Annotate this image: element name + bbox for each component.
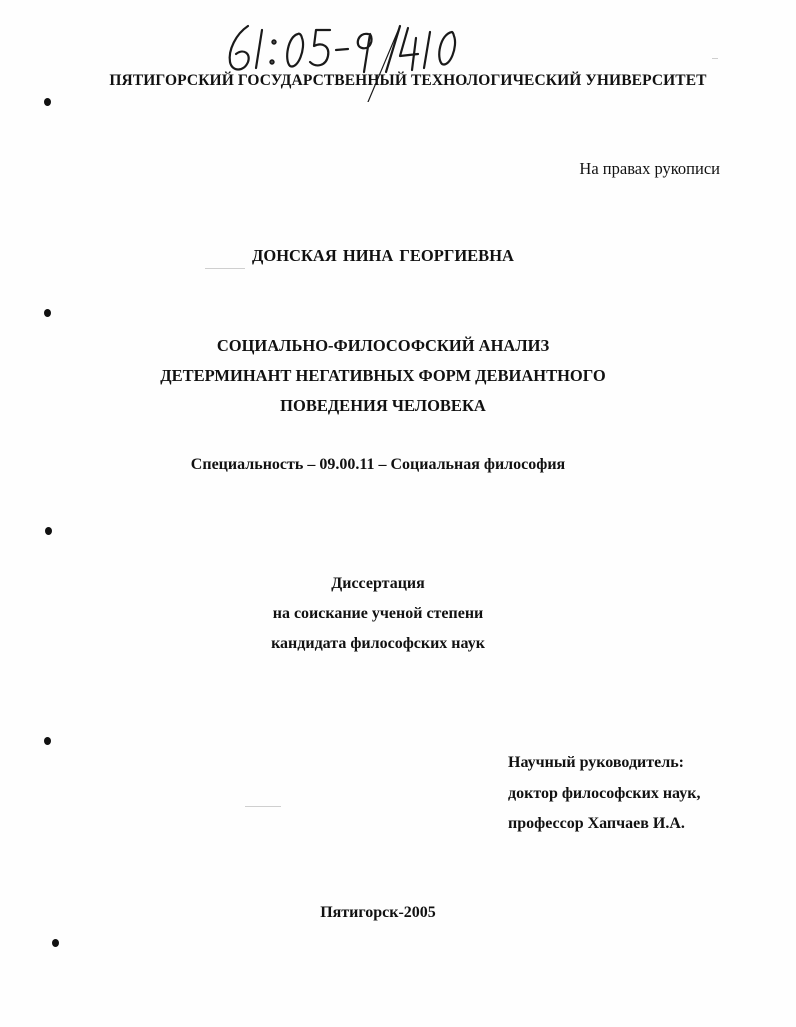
punch-hole-mark xyxy=(45,527,52,535)
supervisor-line: профессор Хапчаев И.А. xyxy=(508,815,685,832)
punch-hole-mark xyxy=(44,309,51,317)
thesis-title-line: ПОВЕДЕНИЯ ЧЕЛОВЕКА xyxy=(280,396,486,415)
supervisor-line: доктор философских наук, xyxy=(508,785,701,802)
manuscript-rights-note: На правах рукописи xyxy=(579,159,720,178)
university-name: ПЯТИГОРСКИЙ ГОСУДАРСТВЕННЫЙ ТЕХНОЛОГИЧЕСКИЙ УНИВЕРСИТЕТ xyxy=(109,72,707,89)
supervisor-line: Научный руководитель: xyxy=(508,754,684,771)
punch-hole-mark xyxy=(44,737,51,745)
punch-hole-mark xyxy=(52,939,59,947)
dissertation-type-line: Диссертация xyxy=(331,575,425,592)
thesis-title-line: СОЦИАЛЬНО-ФИЛОСОФСКИЙ АНАЛИЗ xyxy=(216,336,550,355)
specialty: Специальность – 09.00.11 – Социальная философия xyxy=(190,456,566,473)
author-name: ДОНСКАЯ НИНА ГЕОРГИЕВНА xyxy=(252,246,514,265)
city-year: Пятигорск-2005 xyxy=(320,904,436,921)
thesis-title-line: ДЕТЕРМИНАНТ НЕГАТИВНЫХ ФОРМ ДЕВИАНТНОГО xyxy=(160,366,606,385)
punch-hole-mark xyxy=(44,98,51,106)
scan-speck xyxy=(712,58,718,59)
scan-speck xyxy=(245,806,281,807)
dissertation-type-line: на соискание ученой степени xyxy=(272,605,484,622)
scan-speck xyxy=(205,268,245,269)
dissertation-type-line: кандидата философских наук xyxy=(271,635,485,652)
